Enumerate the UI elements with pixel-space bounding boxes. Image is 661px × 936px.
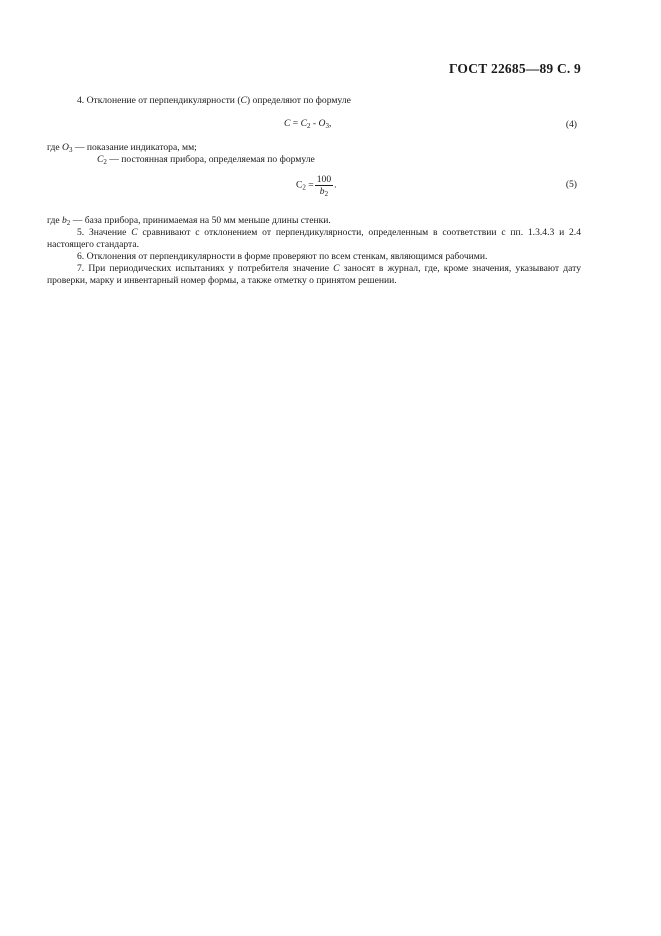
formula-4-c: C bbox=[300, 118, 308, 129]
item-4-text: 4. Отклонение от перпендикулярности ( bbox=[77, 95, 241, 106]
formula-4-number: (4) bbox=[565, 119, 577, 130]
formula-5 bbox=[296, 174, 337, 197]
formula-5-den: b bbox=[319, 186, 325, 197]
formula-4-c-sub: 2 bbox=[307, 122, 311, 130]
item-7-before: 7. При периодических испытаниях у потребителя значение bbox=[77, 263, 334, 274]
item-5 bbox=[47, 227, 581, 251]
formula-5-end: . bbox=[334, 179, 337, 191]
item-7-sym: C bbox=[333, 263, 340, 274]
where-c2-text: — постоянная прибора, определяемая по формуле bbox=[106, 154, 315, 165]
formula-5-number: (5) bbox=[565, 179, 577, 190]
where-o3-sym: O bbox=[62, 142, 69, 153]
formula-5-den-sub: 2 bbox=[324, 190, 329, 198]
where-o3-prefix: где bbox=[47, 142, 62, 153]
item-5-after: сравнивают с отклонением от перпендикулярности, определенным в соответствии с пп. 1.3.4.3 и 2.4 настоящего стандарта. bbox=[47, 227, 581, 250]
formula-4-end: , bbox=[328, 118, 332, 129]
where-b2-sym: b bbox=[62, 215, 67, 226]
where-o3-sub: 3 bbox=[68, 146, 73, 154]
formula-4-lhs: C bbox=[284, 118, 291, 129]
formula-5-fraction bbox=[315, 174, 333, 197]
item-6: 6. Отклонения от перпендикулярности в форме проверяют по всем стенкам, являющимся рабочими. bbox=[77, 251, 488, 262]
formula-4-minus: - bbox=[310, 118, 319, 129]
item-7 bbox=[47, 263, 581, 287]
where-b2-sub: 2 bbox=[66, 219, 71, 227]
where-c2-sub: 2 bbox=[103, 158, 107, 166]
item-5-sym: C bbox=[131, 227, 138, 238]
where-b2-text: — база прибора, принимаемая на 50 мм меньше длины стенки. bbox=[70, 215, 331, 226]
item-4 bbox=[47, 95, 581, 107]
item-5-before: 5. Значение bbox=[77, 227, 132, 238]
where-c2-sym: C bbox=[97, 154, 104, 165]
page-header: ГОСТ 22685—89 С. 9 bbox=[448, 61, 581, 76]
item-4-symbol: C bbox=[240, 95, 247, 106]
formula-5-eq: = bbox=[305, 179, 314, 191]
item-7-after: заносят в журнал, где, кроме значения, указывают дату проверки, марку и инвентарный номер формы, а также отметку о принятом решении. bbox=[47, 263, 581, 286]
formula-4-eq: = bbox=[290, 118, 301, 129]
where-o3 bbox=[47, 142, 197, 154]
formula-4-o-sub: 3 bbox=[325, 122, 329, 130]
where-o3-text: — показание индикатора, мм; bbox=[72, 142, 197, 153]
where-c2 bbox=[97, 154, 315, 166]
where-b2-prefix: где bbox=[47, 215, 62, 226]
formula-5-numerator: 100 bbox=[316, 174, 332, 185]
formula-5-lhs-sub: 2 bbox=[302, 183, 306, 192]
formula-4-o: O bbox=[318, 118, 326, 129]
where-b2 bbox=[47, 215, 331, 227]
formula-5-lhs: C bbox=[296, 179, 303, 191]
item-4-text-end: ) определяют по формуле bbox=[246, 95, 351, 106]
formula-5-denominator bbox=[315, 186, 333, 197]
formula-4 bbox=[284, 118, 331, 130]
